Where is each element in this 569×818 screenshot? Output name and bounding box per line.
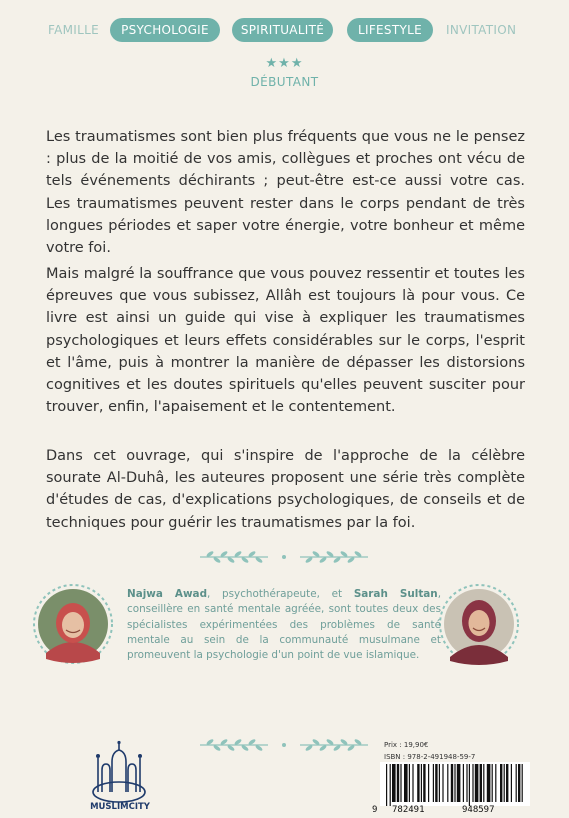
barcode-bar [483,764,484,802]
barcode-bar [492,764,493,802]
barcode-bar [504,764,505,802]
barcode-bar [392,764,396,802]
price-label: Prix : 19,90€ [384,741,429,749]
author-bio-text: , conseillère en santé mentale agréée, sont toutes deux des spécialistes expérimentées des problèmes de santé mentale au sein de la communauté musulmane et promeuvent la psychologie d'un point de vue islamique. [127,588,442,662]
category-invitation: INVITATION [446,23,517,37]
laurel-divider-icon [0,736,569,754]
paragraph-1: Les traumatismes sont bien plus fréquents que vous ne le pensez : plus de la moitié de vos amis, collègues et proches ont vécu de tels événements déchirants ; peut-être est-ce aussi votre cas. Les traumatismes peuvent rester dans le corps pendant de très longues périodes et saper votre énergie, votre bonheur et même votre foi. [46,129,525,257]
barcode-bar [466,764,467,802]
barcode-bar [495,764,496,802]
barcode-bar [454,764,455,802]
barcode-bar [457,764,461,802]
author-name-2: Sarah Sultan [353,588,438,600]
publisher-name: MUSLIMCITY [90,802,150,812]
barcode-bar [412,764,413,802]
barcode-bar [451,764,453,802]
barcode-bar [475,764,479,802]
category-psychologie: PSYCHOLOGIE [110,18,220,42]
barcode-bar [417,764,419,802]
barcode-bar [522,764,523,802]
category-spiritualite: SPIRITUALITÉ [232,18,333,42]
barcode-bar [428,764,429,802]
barcode-bar [404,764,408,802]
barcode-bar [433,764,434,802]
paragraph-2: Mais malgré la souffrance que vous pouvez ressentir et toutes les épreuves que vous subissez, Allâh est toujours là pour vous. Ce livre est ainsi un guide qui vise à expliquer les traumatismes psychologiques et leurs effets considérables sur le corps, l'esprit et l'âme, puis à montrer la manière de dépasser les distorsions cognitives et les doutes spirituels qu'elles peuvent susciter pour trouver, enfin, l'apaisement et le contentement. [46,266,525,416]
barcode-digit-first: 9 [372,805,378,815]
category-lifestyle: LIFESTYLE [347,18,433,42]
author-photo-najwa [32,583,114,665]
barcode-bar [421,764,422,802]
barcode-bar [516,764,517,802]
barcode-bar [397,764,399,802]
barcode-bar [469,764,470,806]
barcode-bar [409,764,410,802]
category-famille: FAMILLE [48,23,99,37]
author-bio [127,587,441,663]
barcode-bar [442,764,443,802]
laurel-divider-icon [0,548,569,566]
barcode-bar [439,764,440,802]
barcode-bar [447,764,448,802]
author-role-1: , psychothérapeute, et [207,588,354,600]
author-name-1: Najwa Awad [127,588,208,600]
barcode-bar [400,764,401,802]
author-photo-sarah [438,583,520,665]
barcode-bar [435,764,437,802]
barcode-bar [386,764,387,806]
barcode-bar [506,764,508,802]
barcode-bar [390,764,391,806]
barcode-bar [500,764,502,802]
barcode-bar [423,764,425,802]
category-bar [0,18,569,42]
barcode-bar [487,764,491,802]
rating-stars-icon: ★★★ [265,56,304,71]
difficulty-level: DÉBUTANT [250,75,319,89]
barcode-bar [463,764,464,802]
barcode-bar [518,764,520,802]
paragraph-3: Dans cet ouvrage, qui s'inspire de l'approche de la célèbre sourate Al-Duhâ, les auteures proposent une série très complète d'études de cas, d'explications psychologiques, de conseils et de techniques pour guérir les traumatismes par la foi. [46,448,525,531]
isbn-label: ISBN : 978-2-491948-59-7 [384,753,476,761]
barcode-digits-group-2: 948597 [462,805,495,815]
barcode-bar [511,764,512,802]
barcode-icon [380,762,530,806]
barcode-bar [480,764,482,802]
barcode-bar [472,764,473,802]
barcode-digits-group-1: 782491 [392,805,425,815]
